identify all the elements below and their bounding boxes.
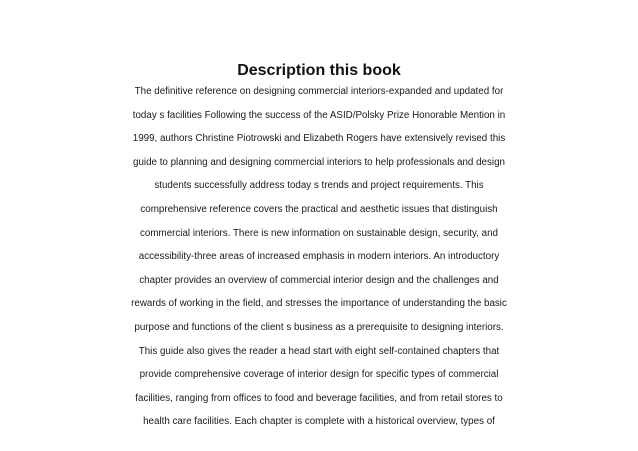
body-line: today s facilities Following the success of the ASID/Polsky Prize Honorable Mention in xyxy=(132,109,506,121)
body-line: guide to planning and designing commercial interiors to help professionals and design xyxy=(133,156,505,168)
body-line: accessibility-three areas of increased emphasis in modern interiors. An introductory xyxy=(138,251,500,263)
body-line: The definitive reference on designing commercial interiors-expanded and updated for xyxy=(134,86,504,97)
body-line: purpose and functions of the client s business as a prerequisite to designing interiors. xyxy=(134,321,504,333)
page-title: Description this book xyxy=(237,62,401,79)
body-line: 1999, authors Christine Piotrowski and Elizabeth Rogers have extensively revised this xyxy=(132,133,506,145)
body-line: comprehensive reference covers the practical and aesthetic issues that distinguish xyxy=(140,203,498,215)
body-line: students successfully address today s trends and project requirements. This xyxy=(154,180,484,192)
body-line: health care facilities. Each chapter is complete with a historical overview, types of xyxy=(143,416,495,428)
body-line: facilities, ranging from offices to food and beverage facilities, and from retail stores to xyxy=(135,392,503,404)
body-line: provide comprehensive coverage of interior design for specific types of commercial xyxy=(139,369,499,381)
description-body xyxy=(0,80,638,434)
body-line: This guide also gives the reader a head start with eight self-contained chapters that xyxy=(138,345,500,357)
body-line: chapter provides an overview of commercial interior design and the challenges and xyxy=(139,274,499,286)
body-line: commercial interiors. There is new information on sustainable design, security, and xyxy=(140,227,498,239)
body-line: rewards of working in the field, and stresses the importance of understanding the basic xyxy=(131,298,507,310)
